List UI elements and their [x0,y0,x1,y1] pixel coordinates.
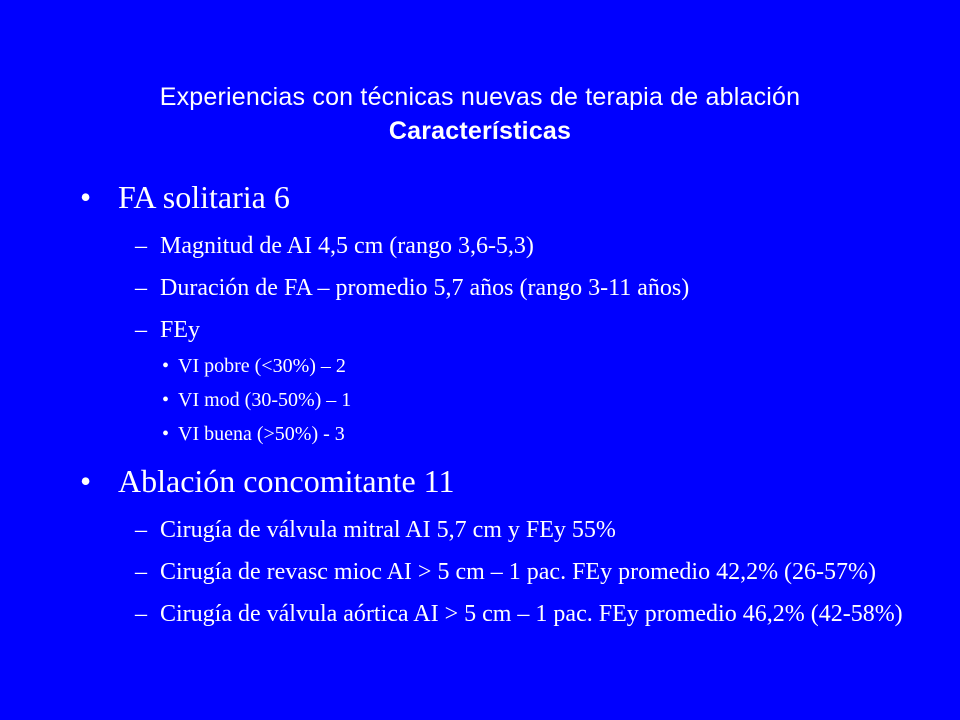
title-line: Experiencias con técnicas nuevas de terapia de ablación [159,83,801,111]
sub-list-item-text: VI buena (>50%) - 3 [178,423,345,445]
bullet-icon: • [162,355,170,377]
section-heading-text: FA solitaria 6 [118,179,290,215]
bullet-icon: • [80,463,92,499]
section-heading-text: Ablación concomitante 11 [118,463,455,499]
list-item-text: Magnitud de AI 4,5 cm (rango 3,6-5,3) [160,233,534,259]
list-item-text: FEy [160,317,201,343]
dash-icon: – [135,517,147,543]
slide-body [80,170,910,628]
sub-list-item-text: VI pobre (<30%) – 2 [178,355,346,377]
list-item [80,232,910,260]
sub-list-item [80,422,910,446]
list-item [80,316,910,344]
list-item-text: Cirugía de revasc mioc AI > 5 cm – 1 pac. FEy promedio 42,2% (26-57%) [160,559,877,585]
bullet-icon: • [162,389,170,411]
section-heading [80,460,910,502]
dash-icon: – [135,275,147,301]
list-item [80,558,910,586]
dash-icon: – [135,559,147,585]
subtitle: Características [388,117,572,145]
bullet-icon: • [162,423,170,445]
sub-list-item [80,388,910,412]
list-item-text: Cirugía de válvula mitral AI 5,7 cm y FEy 55% [160,517,616,543]
list-item [80,600,910,628]
list-item-text: Duración de FA – promedio 5,7 años (rango 3-11 años) [160,275,690,301]
slide-title [40,80,920,148]
dash-icon: – [135,233,147,259]
list-item [80,516,910,544]
list-item-text: Cirugía de válvula aórtica AI > 5 cm – 1 pac. FEy promedio 46,2% (42-58%) [160,601,903,627]
dash-icon: – [135,317,147,343]
sub-list-item-text: VI mod (30-50%) – 1 [178,389,352,411]
section-heading [80,176,910,218]
sub-list-item [80,354,910,378]
bullet-icon: • [80,179,92,215]
list-item [80,274,910,302]
dash-icon: – [135,601,147,627]
